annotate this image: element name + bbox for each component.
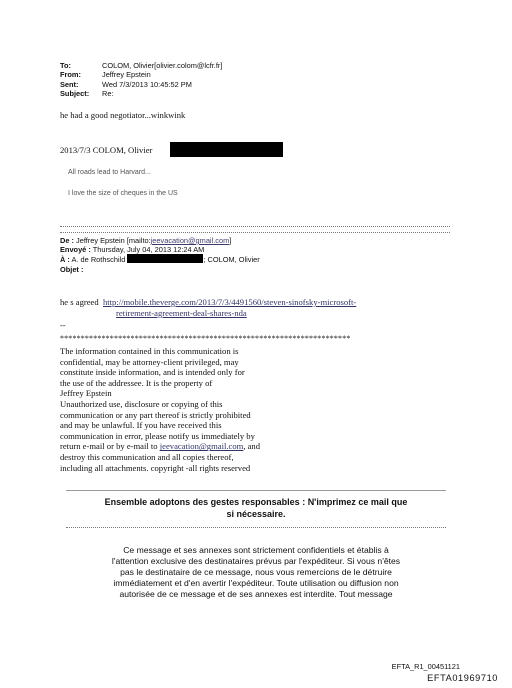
disclaimer-line: communication or any part thereof is strictly prohibited — [60, 409, 251, 420]
subject-row — [60, 89, 222, 98]
a-row — [60, 254, 260, 264]
forward-divider — [60, 232, 450, 233]
signature-dashes: -- — [60, 321, 66, 330]
notice-bottom-rule — [66, 527, 446, 528]
objet-label: Objet : — [60, 264, 84, 274]
quoted-line-2: I love the size of cheques in the US — [68, 190, 178, 197]
redaction-box-recipient — [127, 254, 203, 263]
french-confidentiality-body — [66, 545, 446, 600]
bates-number: EFTA01969710 — [427, 673, 498, 683]
print-notice — [66, 497, 446, 520]
de-value-end: ] — [229, 236, 232, 245]
article-link-line-2[interactable]: retirement-agreement-deal-shares-nda — [116, 308, 247, 318]
french-body-line: immédiatement et d'en avertir l'expéditeur. Toute utilisation ou diffusion non — [113, 578, 399, 588]
de-label: De : — [60, 236, 74, 245]
disclaimer-line: the use of the addressee. It is the property of — [60, 377, 213, 388]
de-value-name: Jeffrey Epstein [mailto: — [76, 236, 151, 245]
agreed-paragraph — [60, 297, 460, 319]
disclaimer-line: constitute inside information, and is intended only for — [60, 367, 245, 378]
forwarded-header — [60, 236, 260, 274]
objet-row — [60, 265, 260, 274]
french-body-line: Ce message et ses annexes sont strictement confidentiels et établis à — [123, 545, 389, 555]
agreed-prefix: he s agreed — [60, 297, 99, 307]
a-label: À : — [60, 255, 70, 265]
disclaimer-line: Unauthorized use, disclosure or copying of this — [60, 398, 223, 409]
disclaimer-line: communication in error, please notify us immediately by — [60, 430, 255, 441]
subject-value: Re: — [102, 89, 114, 99]
disclaimer-line-10-prefix: return e-mail or by e-mail to — [60, 441, 160, 452]
from-value: Jeffrey Epstein — [102, 70, 151, 80]
disclaimer-line: and may be unlawful. If you have received this — [60, 420, 222, 431]
disclaimer-line: confidential, may be attorney-client privileged, may — [60, 356, 239, 367]
print-notice-line-1: Ensemble adoptons des gestes responsables : N'imprimez ce mail que — [104, 497, 408, 507]
disclaimer-line: including all attachments. copyright -all rights reserved — [60, 462, 251, 473]
star-separator: ********************************************************************** — [60, 334, 351, 343]
disclaimer-email-link[interactable]: jeevacation@gmail.com — [159, 441, 244, 452]
reply-line: he had a good negotiator...winkwink — [60, 110, 186, 120]
envoye-label: Envoyé : — [60, 245, 91, 255]
de-email-link[interactable]: jeevacation@gmail.com — [150, 236, 230, 245]
quoted-header: 2013/7/3 COLOM, Olivier — [60, 145, 153, 155]
from-row — [60, 70, 222, 79]
redaction-box — [170, 142, 283, 157]
de-row — [60, 236, 260, 245]
envoye-row — [60, 245, 260, 254]
sent-label: Sent: — [60, 79, 79, 89]
disclaimer-line-email — [60, 441, 340, 452]
french-body-line: pas le destinataire de ce message, nous vous remercions de le détruire — [120, 567, 392, 577]
agreed-line-2 — [60, 308, 460, 319]
subject-label: Subject: — [60, 89, 90, 99]
document-id: EFTA_R1_00451121 — [391, 662, 460, 671]
to-row — [60, 61, 222, 70]
print-notice-line-2: si nécessaire. — [226, 508, 286, 519]
sent-value: Wed 7/3/2013 10:45:52 PM — [102, 79, 192, 89]
agreed-line-1 — [60, 297, 460, 308]
article-link-line-1[interactable]: http://mobile.theverge.com/2013/7/3/4491560/steven-sinofsky-microsoft- — [102, 297, 357, 307]
french-body-line: l'attention exclusive des destinataires prévus par l'expéditeur. Si vous n'êtes — [111, 556, 401, 566]
confidentiality-disclaimer — [60, 346, 340, 473]
from-label: From: — [60, 70, 81, 80]
disclaimer-line: Jeffrey Epstein — [60, 388, 112, 399]
a-value-1: A. de Rothschild — [71, 255, 126, 265]
disclaimer-line: destroy this communication and all copies thereof, — [60, 451, 234, 462]
to-value: COLOM, Olivier[olivier.colom@lcfr.fr] — [102, 61, 223, 70]
envoye-value: Thursday, July 04, 2013 12:24 AM — [92, 245, 205, 255]
disclaimer-line: The information contained in this communication is — [60, 346, 239, 356]
email-header — [60, 61, 222, 99]
a-value-2: ; COLOM, Olivier — [203, 255, 260, 265]
sent-row — [60, 80, 222, 89]
notice-top-rule — [66, 490, 446, 491]
quoted-line-1: All roads lead to Harvard... — [68, 169, 151, 176]
to-label: To: — [60, 61, 71, 70]
quote-divider — [60, 226, 450, 227]
disclaimer-line-10-suffix: , and — [243, 441, 261, 452]
french-body-line: autorisée de ce message et de ses annexes est interdite. Tout message — [119, 589, 393, 599]
